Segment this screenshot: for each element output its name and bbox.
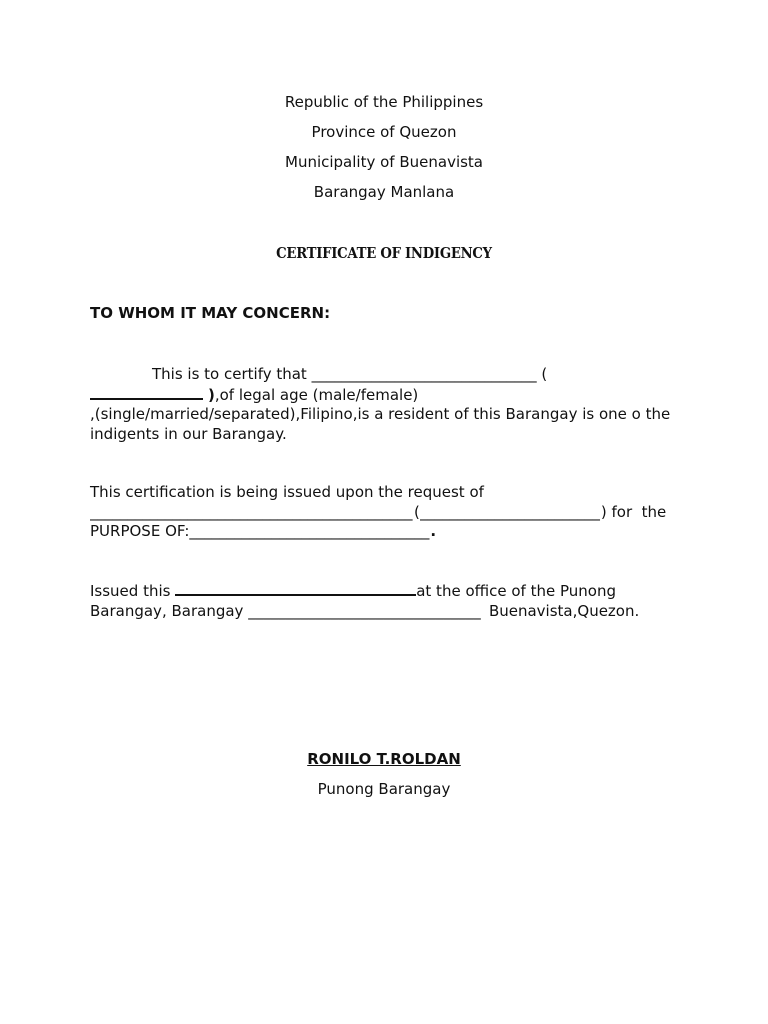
certify-prefix: This is to certify that — [152, 365, 307, 383]
issued-suffix: at the office of the Punong — [416, 582, 616, 600]
indigents-text: indigents in our Barangay. — [90, 424, 287, 443]
legal-age-text: ,of legal age (male/female) — [214, 385, 419, 404]
for-the-text: ) for the — [600, 502, 667, 521]
header-country: Republic of the Philippines — [284, 93, 484, 111]
barangay-prefix: Barangay, Barangay — [90, 601, 249, 620]
close-paren: ) — [208, 385, 215, 404]
header-municipality: Municipality of Buenavista — [285, 153, 483, 171]
salutation: TO WHOM IT MAY CONCERN: — [90, 304, 331, 322]
header-province: Province of Quezon — [311, 123, 457, 141]
civil-status-text: ,(single/married/separated),Filipino,is a resident of this Barangay is one o the — [90, 405, 671, 423]
paragraph-issued — [90, 581, 690, 621]
barangay-blank: _______________________________ — [248, 601, 481, 620]
location-suffix: Buenavista,Quezon. — [484, 601, 640, 620]
age-blank-line — [90, 385, 203, 400]
date-blank-line — [175, 581, 416, 596]
paragraph-request — [90, 483, 690, 542]
issued-prefix: Issued this — [90, 582, 176, 600]
open-paren: ( — [536, 365, 548, 383]
relation-blank: ________________________ — [419, 502, 600, 521]
document-title: CERTIFICATE OF INDIGENCY — [276, 244, 492, 262]
relation-open-paren: ( — [414, 502, 420, 521]
signatory-name: RONILO T.ROLDAN — [307, 750, 461, 768]
header-barangay: Barangay Manlana — [313, 183, 455, 201]
request-text: This certification is being issued upon the request of — [90, 483, 484, 501]
purpose-label: PURPOSE OF: — [90, 522, 190, 540]
requester-blank: ___________________________________________ — [90, 502, 413, 521]
purpose-blank: ________________________________ — [189, 522, 430, 540]
paragraph-certify — [90, 365, 690, 444]
name-blank: ______________________________ — [311, 365, 537, 383]
purpose-period: . — [430, 522, 437, 540]
signatory-position: Punong Barangay — [317, 780, 451, 798]
